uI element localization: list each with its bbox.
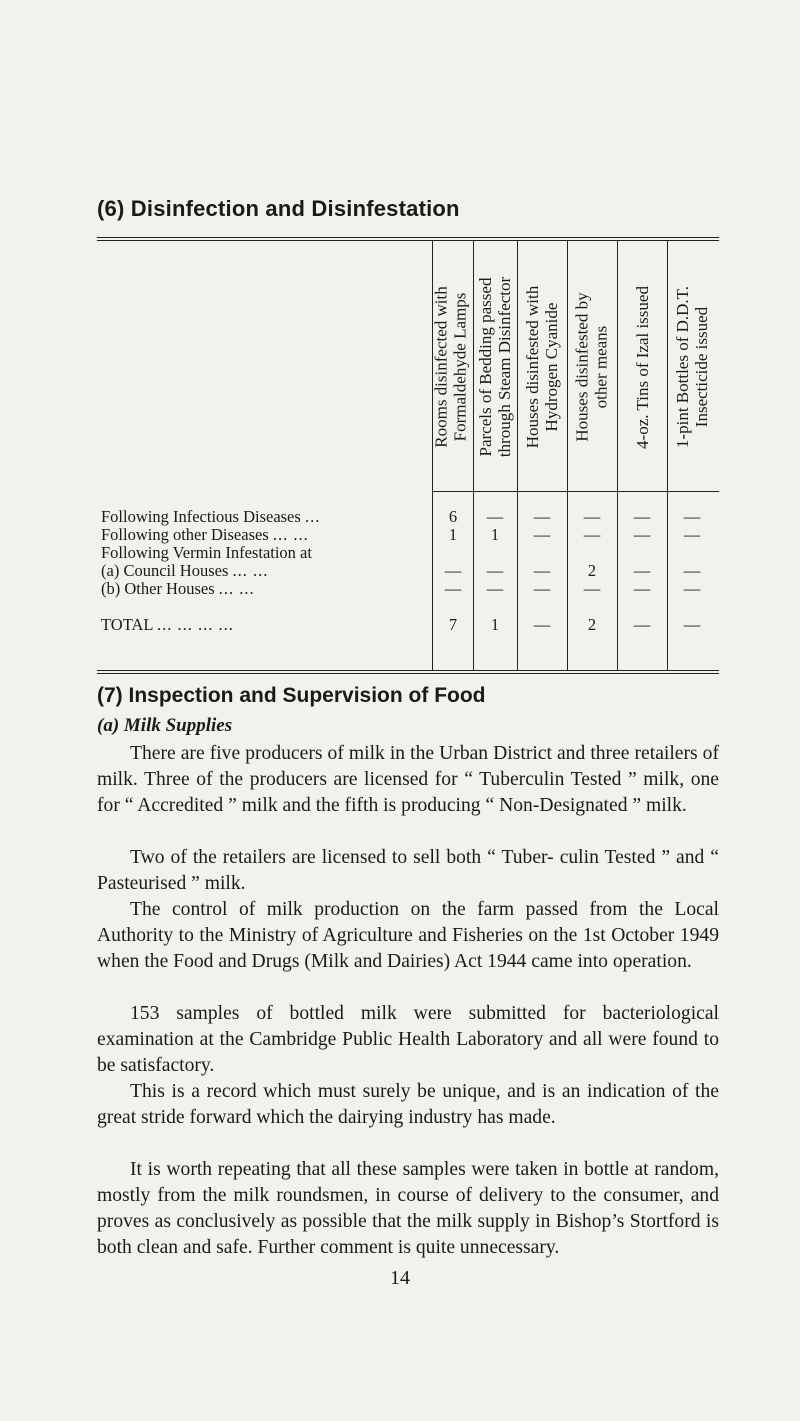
table-row-label: Following other Diseases ... ... [101,525,309,544]
column-header [469,247,521,487]
section-7-heading: (7) Inspection and Supervision of Food [97,684,486,707]
table-bottom-rule-inner [97,673,719,674]
body-paragraph: The control of milk production on the farm passed from the Local Authority to the Ministry of Agriculture and Fisheries on the 1st October 1949 when the Food and Drugs (Milk and Dairies) Act 1944 came into operation. [97,899,719,972]
page-number: 14 [390,1267,410,1289]
body-paragraph: It is worth repeating that all these samples were taken in bottle at random, mostly from the milk roundsmen, in course of delivery to the consumer, and proves as conclusively as possible that the milk supply in Bishop’s Stortford is both clean and safe. Further comment is quite unnecessary. [97,1159,719,1258]
table-row-label: Following Infectious Diseases ... [101,507,321,526]
table-row-label: (b) Other Houses ... ... [101,579,255,598]
table-cell: — [583,579,601,598]
table-cell: — [633,561,651,580]
table-cell: — [683,507,701,526]
column-header-text: 4-oz. Tins of Izal issued [632,285,652,449]
table-top-rule-inner [97,240,719,241]
table-cell: — [683,579,701,598]
column-header [616,247,668,487]
table-cell: — [533,525,551,544]
column-header [666,247,718,487]
table-cell: 2 [587,561,597,580]
body-paragraph: 153 samples of bottled milk were submitted for bacteriological examination at the Cambridge Public Health Laboratory and all were found to be satisfactory. [97,1003,719,1076]
table-cell: — [633,525,651,544]
table-total-cell: 2 [587,615,597,634]
table-cell: — [486,561,504,580]
table-row-label: Following Vermin Infestation at [101,543,312,562]
body-paragraph: There are five producers of milk in the Urban District and three retailers of milk. Three of the producers are licensed for “ Tuberculin Tested ” milk, one for “ Accredited ” milk and the fifth is producing “ Non-Designated ” milk. [97,743,719,816]
table-cell: — [486,579,504,598]
table-cell: — [683,561,701,580]
table-total-cell: — [633,615,651,634]
table-header-rule [432,491,719,492]
column-header-text: Houses disinfested with Hydrogen Cyanide [523,285,561,449]
table-cell: — [633,579,651,598]
table-cell: 1 [448,525,458,544]
table-cell: — [444,579,462,598]
column-header-text: Rooms disinfected with Formaldehyde Lamps [432,286,471,448]
column-header [566,247,618,487]
column-header-text: Houses disinfested by other means [573,292,611,442]
table-cell: — [444,561,462,580]
column-header [516,247,568,487]
table-row-label: (a) Council Houses ... ... [101,561,269,580]
table-cell: — [533,507,551,526]
table-total-label: TOTAL ... ... ... ... [101,615,234,634]
column-header-text: 1-pint Bottles of D.D.T. Insecticide issued [673,285,711,449]
table-total-cell: — [683,615,701,634]
table-cell: — [583,525,601,544]
table-total-cell: 1 [490,615,500,634]
section-6-heading: (6) Disinfection and Disinfestation [97,196,460,221]
column-header-text: Parcels of Bedding passed through Steam Disinfector [476,276,515,458]
body-paragraph: Two of the retailers are licensed to sell both “ Tuber- culin Tested ” and “ Pasteurised ” milk. [97,847,719,894]
table-top-rule [97,237,719,238]
table-cell: — [533,561,551,580]
subsection-heading: (a) Milk Supplies [97,715,233,736]
table-cell: — [633,507,651,526]
table-cell: — [583,507,601,526]
table-total-cell: — [533,615,551,634]
table-cell: 1 [490,525,500,544]
body-paragraph: This is a record which must surely be unique, and is an indication of the great stride forward which the dairying industry has made. [97,1081,719,1128]
table-cell: — [533,579,551,598]
table-cell: 6 [448,507,458,526]
table-bottom-rule [97,670,719,671]
table-total-cell: 7 [448,615,458,634]
table-cell: — [683,525,701,544]
disinfection-table [97,237,719,677]
table-cell: — [486,507,504,526]
